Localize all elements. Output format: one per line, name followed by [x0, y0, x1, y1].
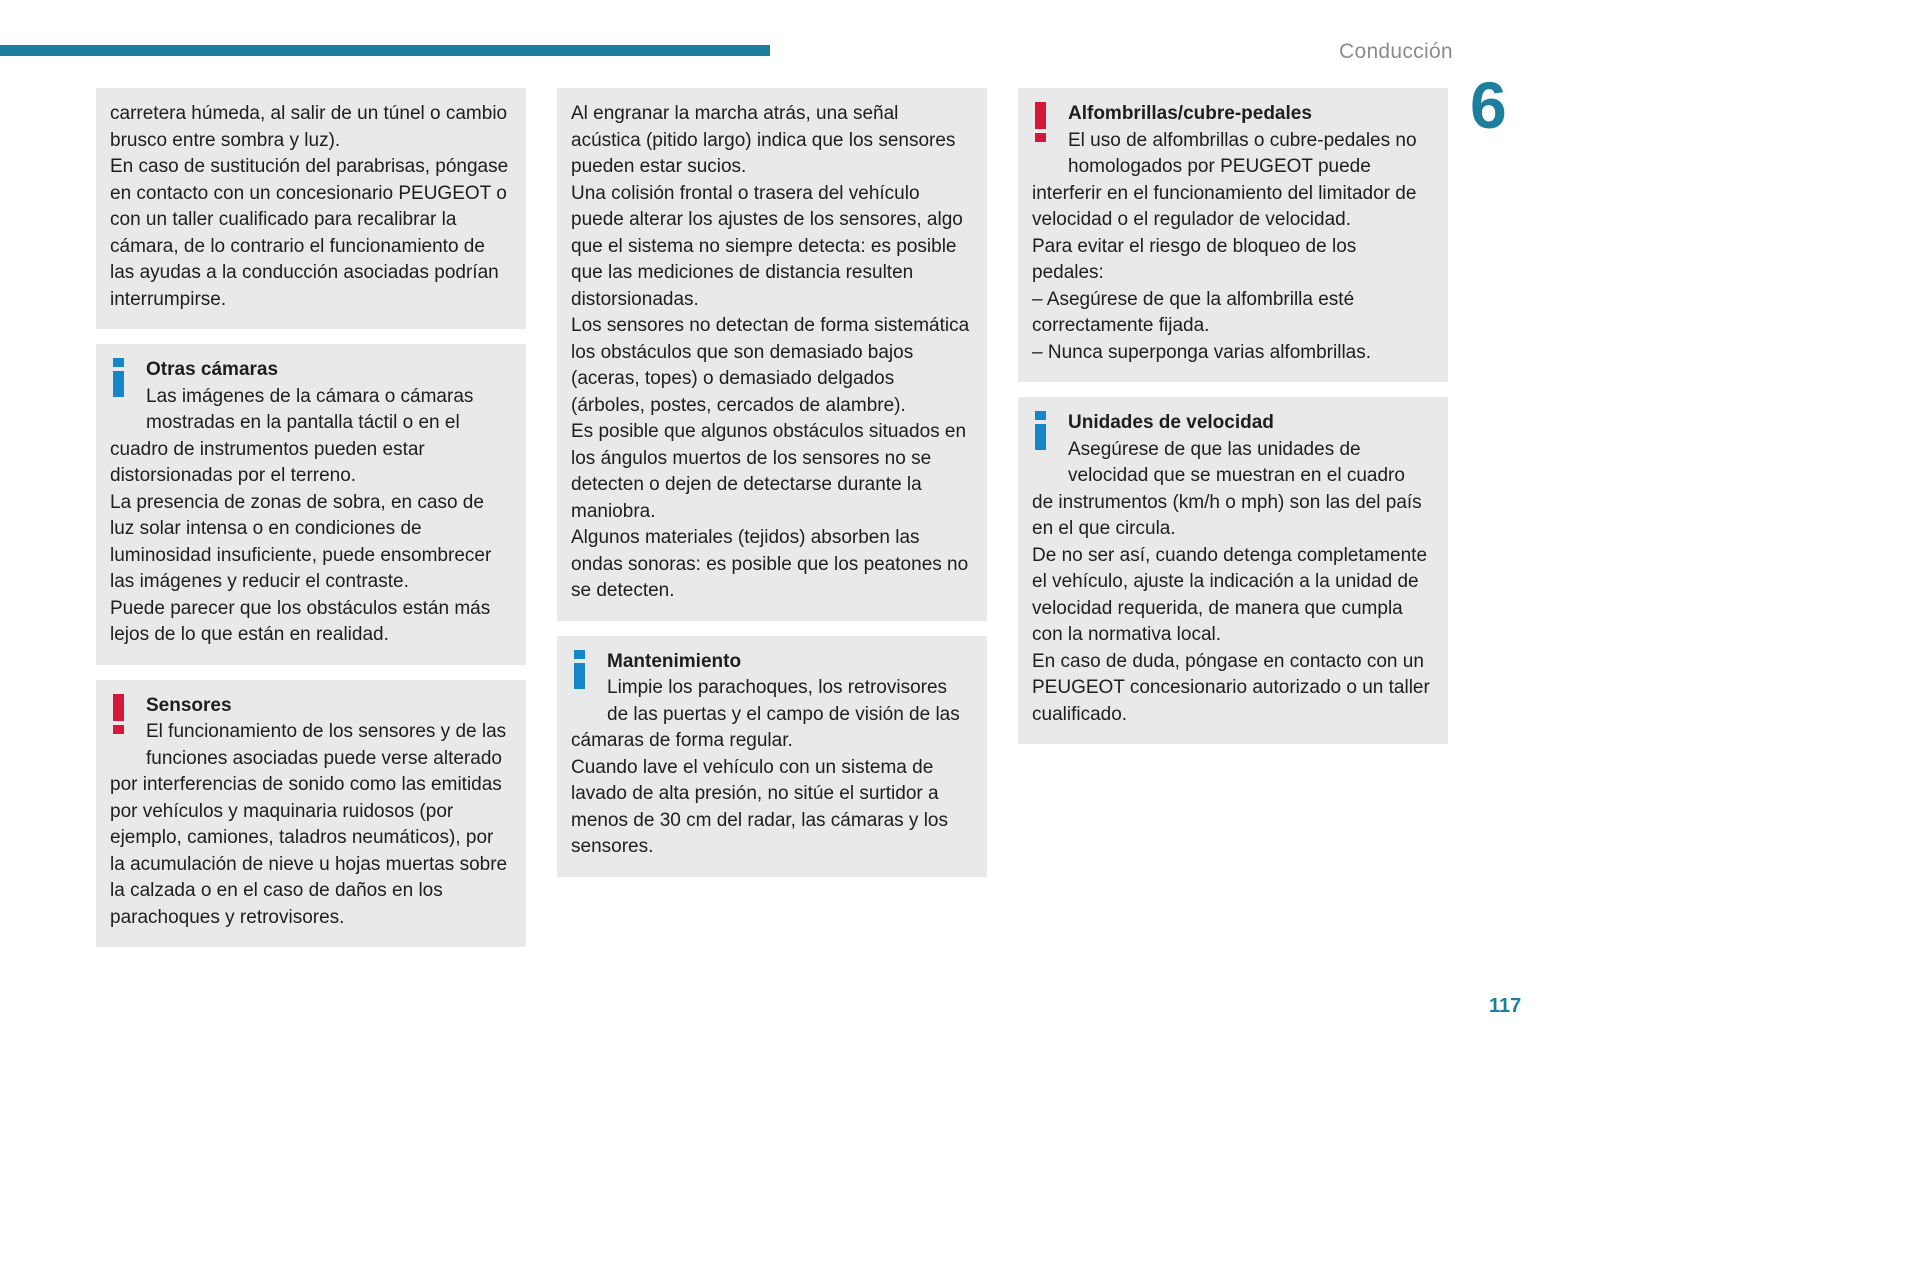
paragraph: Limpie los parachoques, los retrovisores de las puertas y el campo de visión de las cámaras de forma regular. [571, 677, 960, 751]
block-alfombrillas [1018, 88, 1448, 382]
column-left [96, 88, 526, 947]
paragraph: Una colisión frontal o trasera del vehículo puede alterar los ajustes de los sensores, algo que el sistema no siempre detecta: es posible que las mediciones de distancia resulten distorsionadas. [571, 182, 963, 310]
page-content [96, 88, 1448, 947]
paragraph: El uso de alfombrillas o cubre-pedales no homologados por PEUGEOT puede interferir en el funcionamiento del limitador de velocidad o el regulador de velocidad. [1032, 129, 1417, 230]
block-mantenimiento [557, 636, 987, 877]
paragraph: Cuando lave el vehículo con un sistema de lavado de alta presión, no sitúe el surtidor a menos de 30 cm del radar, las cámaras y los sensores. [571, 756, 949, 857]
paragraph: En caso de sustitución del parabrisas, póngase en contacto con un concesionario PEUGEOT o con un taller cualificado para recalibrar la cámara, de lo contrario el funcionamiento de las ayudas a la conducción asociadas podrían interrumpirse. [110, 156, 509, 310]
block-title: Alfombrillas/cubre-pedales [1068, 103, 1312, 124]
block-title: Sensores [146, 694, 232, 716]
paragraph: En caso de duda, póngase en contacto con un PEUGEOT concesionario autorizado o un taller cualificado. [1032, 650, 1430, 725]
info-icon [1035, 411, 1059, 464]
block-unidades-velocidad [1018, 397, 1448, 744]
column-middle [557, 88, 987, 877]
info-icon [113, 358, 137, 411]
block-sensor-limitations [557, 88, 987, 621]
block-sensores [96, 680, 526, 948]
paragraph: De no ser así, cuando detenga completamente el vehículo, ajuste la indicación a la unidad de velocidad requerida, de manera que cumpla con la normativa local. [1032, 544, 1428, 645]
paragraph: Asegúrese de que las unidades de velocidad que se muestran en el cuadro de instrumentos (km/h o mph) son las del país en el que circula. [1032, 438, 1422, 539]
paragraph: carretera húmeda, al salir de un túnel o cambio brusco entre sombra y luz). [110, 103, 508, 151]
block-camera-recalibration [96, 88, 526, 329]
header-rule [0, 45, 770, 56]
paragraph: Los sensores no detectan de forma sistemática los obstáculos que son demasiado bajos (aceras, topes) o demasiado delgados (árboles, postes, cercados de alambre). [571, 315, 970, 416]
paragraph: La presencia de zonas de sobra, en caso de luz solar intensa o en condiciones de luminosidad insuficiente, puede ensombrecer las imágenes y reducir el contraste. [110, 491, 492, 592]
block-title: Otras cámaras [146, 359, 279, 380]
column-right [1018, 88, 1448, 744]
paragraph: Es posible que algunos obstáculos situados en los ángulos muertos de los sensores no se detecten o dejen de detectarse durante la maniobra. [571, 421, 967, 522]
paragraph: Algunos materiales (tejidos) absorben las ondas sonoras: es posible que los peatones no se detecten. [571, 527, 969, 601]
paragraph: El funcionamiento de los sensores y de las funciones asociadas puede verse alterado por interferencias de sonido como las emitidas por vehículos y maquinaria ruidosos (por ejemplo, camiones, taladros neumáticos), por la acumulación de nieve u hojas muertas sobre la calzada o en el caso de daños en los parachoques y retrovisores. [110, 721, 508, 928]
block-title: Unidades de velocidad [1068, 412, 1274, 433]
paragraph: Las imágenes de la cámara o cámaras mostradas en la pantalla táctil o en el cuadro de instrumentos pueden estar distorsionadas por el terreno. [110, 385, 474, 486]
section-label: Conducción [1339, 40, 1453, 63]
warning-icon [113, 694, 137, 747]
page-number: 117 [1489, 995, 1522, 1017]
chapter-number: 6 [1470, 68, 1507, 142]
list-item: – Asegúrese de que la alfombrilla esté correctamente fijada. [1032, 288, 1355, 336]
info-icon [574, 650, 598, 703]
list-item: – Nunca superponga varias alfombrillas. [1032, 341, 1372, 363]
warning-icon [1035, 102, 1059, 155]
block-otras-camaras [96, 344, 526, 665]
paragraph: Para evitar el riesgo de bloqueo de los pedales: [1032, 235, 1357, 283]
block-title: Mantenimiento [607, 650, 742, 672]
paragraph: Puede parecer que los obstáculos están más lejos de lo que están en realidad. [110, 597, 491, 645]
paragraph: Al engranar la marcha atrás, una señal acústica (pitido largo) indica que los sensores pueden estar sucios. [571, 103, 956, 177]
